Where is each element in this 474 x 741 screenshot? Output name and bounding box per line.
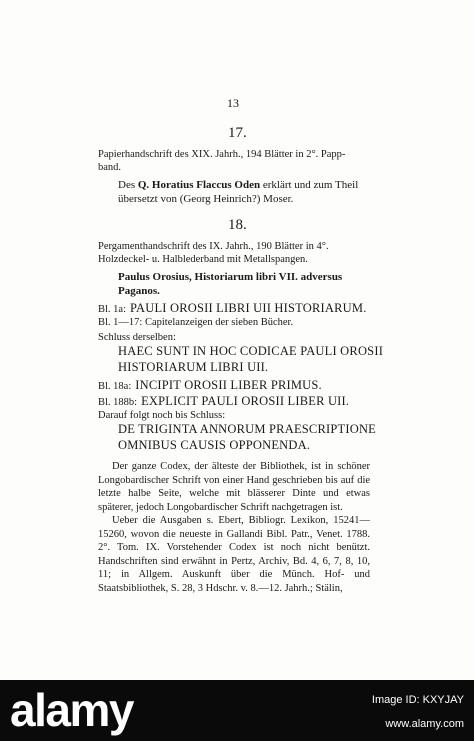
para-line: Longobardischer Schrift von einer Hand geschrieben bis auf (98, 474, 355, 486)
darauf-line: Darauf folgt noch bis Schluss: (98, 410, 226, 421)
para-line: Der ganze Codex, der älteste der Bibliothek, ist in schöner (112, 461, 370, 472)
triginta-line: DE TRIGINTA ANNORUM PRAESCRIPTIONE (118, 422, 377, 436)
logo-text: alamy (10, 684, 133, 736)
para-line: 1788. 2°. Tom. IX. Vorstehender Codex ist noch nicht benützt. (98, 528, 371, 553)
haec-line: HISTORIARUM LIBRI UII. (118, 360, 269, 374)
site-url: www.alamy.com (385, 718, 464, 730)
para-line: späterer, jedoch Longobardischer Schrift nachgetragen ist. (98, 501, 343, 513)
para-line: Ueber die Ausgaben s. Ebert, Bibliogr. Lexikon, 15241— (112, 515, 370, 526)
paragraph-ausgaben (98, 514, 370, 595)
para-line: 10, 11; in Allgem. Auskunft über die Münch. Hof- und (98, 555, 370, 580)
section-18-title-line2: Paganos. (118, 285, 160, 297)
section-18-number: 18. (228, 217, 247, 233)
bl-188b-ref: Bl. 188b: (98, 397, 138, 408)
section-18-desc-line: Pergamenthandschrift des IX. Jahrh., 190 Blätter in 4°. (98, 241, 329, 252)
bl-1a-line (98, 299, 367, 317)
bl-1-17-line: Bl. 1—17: Capitelanzeigen der sieben Bücher. (98, 317, 294, 328)
title-rest: erklärt und zum Theil (262, 179, 359, 191)
watermark-footer (0, 680, 474, 741)
section-17-title (118, 178, 358, 192)
section-17-number: 17. (228, 125, 247, 141)
bl-18a-ref: Bl. 18a: (98, 381, 132, 392)
para-line: Staatsbibliothek, S. 28, 3 Hdschr. v. 8.—12. Jahrh.; Stälin, (98, 582, 343, 594)
title-work: Q. Horatius Flaccus Oden (137, 179, 261, 191)
bl-188b-text: EXPLICIT PAULI OROSII LIBER UII. (141, 394, 350, 408)
triginta-line: OMNIBUS CAUSIS OPPONENDA. (118, 438, 311, 452)
bl-18a-text: INCIPIT OROSII LIBER PRIMUS. (135, 378, 322, 392)
alamy-logo (10, 686, 133, 734)
image-id: Image ID: KXYJAY (371, 694, 464, 706)
para-line: Handschriften sind erwähnt in Pertz, Archiv, Bd. 4, 6, 7, 8, (98, 555, 354, 567)
bl-1a-ref: Bl. 1a: (98, 304, 126, 315)
section-18-title: Paulus Orosius, Historiarum libri VII. adversus (118, 271, 343, 283)
schluss-line: Schluss derselben: (98, 332, 176, 343)
page-number: 13 (227, 96, 239, 110)
section-17-title-line2: übersetzt von (Georg Heinrich?) Moser. (118, 193, 294, 205)
bl-188b-line (98, 392, 349, 410)
title-prefix: Des (118, 179, 136, 191)
section-18-desc-line: Holzdeckel- u. Halblederband mit Metallspangen. (98, 254, 308, 265)
para-line: 15260, wovon die neueste in Gallandi Bibl. Patr., Venet. (98, 528, 343, 540)
section-17-desc-line: Papierhandschrift des XIX. Jahrh., 194 Blätter in 2°. Papp- (98, 149, 346, 160)
para-line: die letzte halbe Seite, welche mit blässerer Dinte und etwas (98, 474, 371, 499)
paragraph-codex (98, 460, 370, 514)
section-17-desc-line: band. (98, 162, 122, 173)
haec-line: HAEC SUNT IN HOC CODICAE PAULI OROSII (118, 344, 384, 358)
bl-1a-text: PAULI OROSII LIBRI UII HISTORIARUM. (130, 301, 367, 315)
